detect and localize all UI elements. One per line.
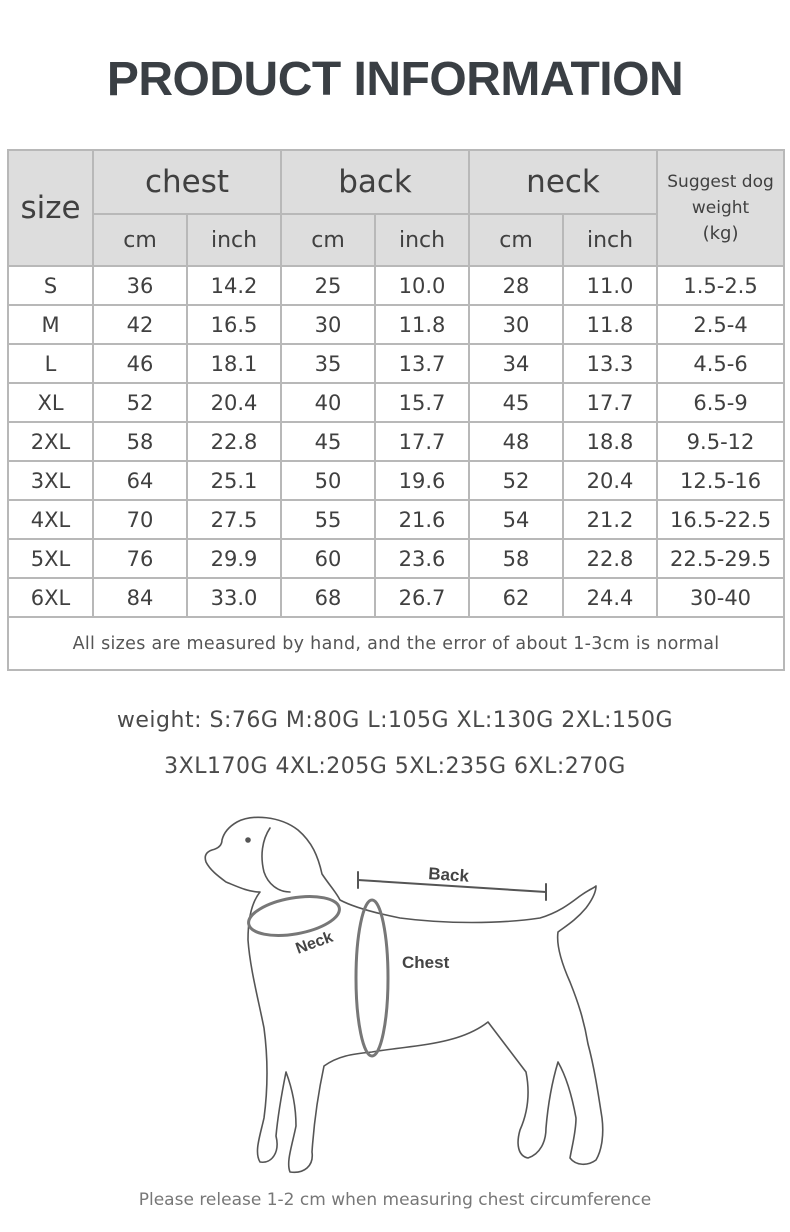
value-cell: 4.5-6 [657, 344, 784, 383]
neck-label: Neck [293, 928, 336, 958]
value-cell: 13.7 [375, 344, 469, 383]
value-cell: 84 [93, 578, 187, 617]
header-neck: neck [469, 150, 657, 214]
value-cell: 12.5-16 [657, 461, 784, 500]
value-cell: 45 [469, 383, 563, 422]
page-title: PRODUCT INFORMATION [106, 53, 684, 106]
value-cell: 18.8 [563, 422, 657, 461]
value-cell: 22.5-29.5 [657, 539, 784, 578]
size-chart-table [7, 149, 785, 671]
value-cell: 22.8 [563, 539, 657, 578]
table-row [8, 422, 784, 461]
value-cell: 20.4 [187, 383, 281, 422]
weight-line-2: 3XL170G 4XL:205G 5XL:235G 6XL:270G [164, 754, 626, 779]
chest-label: Chest [402, 953, 450, 972]
value-cell: 2.5-4 [657, 305, 784, 344]
value-cell: 25.1 [187, 461, 281, 500]
value-cell: 52 [469, 461, 563, 500]
header-chest: chest [93, 150, 281, 214]
value-cell: 1.5-2.5 [657, 266, 784, 305]
value-cell: 21.6 [375, 500, 469, 539]
suggest-line2: weight [691, 198, 750, 218]
value-cell: 10.0 [375, 266, 469, 305]
table-row [8, 383, 784, 422]
table-row [8, 344, 784, 383]
value-cell: 55 [281, 500, 375, 539]
value-cell: 58 [469, 539, 563, 578]
value-cell: 22.8 [187, 422, 281, 461]
table-row [8, 305, 784, 344]
value-cell: 25 [281, 266, 375, 305]
size-cell: 5XL [8, 539, 93, 578]
unit-inch: inch [187, 214, 281, 266]
size-cell: 3XL [8, 461, 93, 500]
value-cell: 76 [93, 539, 187, 578]
value-cell: 52 [93, 383, 187, 422]
value-cell: 50 [281, 461, 375, 500]
value-cell: 45 [281, 422, 375, 461]
dog-measurement-diagram [0, 800, 790, 1185]
value-cell: 70 [93, 500, 187, 539]
table-row [8, 461, 784, 500]
unit-cm: cm [469, 214, 563, 266]
back-label: Back [427, 864, 470, 886]
size-cell: XL [8, 383, 93, 422]
value-cell: 6.5-9 [657, 383, 784, 422]
value-cell: 11.8 [563, 305, 657, 344]
value-cell: 18.1 [187, 344, 281, 383]
header-back: back [281, 150, 469, 214]
table-row [8, 500, 784, 539]
value-cell: 15.7 [375, 383, 469, 422]
value-cell: 35 [281, 344, 375, 383]
value-cell: 24.4 [563, 578, 657, 617]
value-cell: 26.7 [375, 578, 469, 617]
size-cell: L [8, 344, 93, 383]
table-note: All sizes are measured by hand, and the error of about 1-3cm is normal [8, 617, 784, 670]
value-cell: 23.6 [375, 539, 469, 578]
value-cell: 60 [281, 539, 375, 578]
value-cell: 30-40 [657, 578, 784, 617]
footer-note: Please release 1-2 cm when measuring chest circumference [138, 1190, 652, 1210]
unit-inch: inch [375, 214, 469, 266]
value-cell: 46 [93, 344, 187, 383]
value-cell: 48 [469, 422, 563, 461]
size-cell: 4XL [8, 500, 93, 539]
size-cell: 6XL [8, 578, 93, 617]
table-row [8, 578, 784, 617]
chest-ring [356, 900, 388, 1056]
value-cell: 16.5-22.5 [657, 500, 784, 539]
value-cell: 62 [469, 578, 563, 617]
unit-cm: cm [281, 214, 375, 266]
value-cell: 21.2 [563, 500, 657, 539]
value-cell: 29.9 [187, 539, 281, 578]
value-cell: 30 [281, 305, 375, 344]
value-cell: 16.5 [187, 305, 281, 344]
dog-ear [262, 828, 290, 892]
table-body [8, 266, 784, 617]
table-row [8, 266, 784, 305]
value-cell: 40 [281, 383, 375, 422]
dog-outline [205, 817, 603, 1172]
weight-line-1: weight: S:76G M:80G L:105G XL:130G 2XL:150G [116, 708, 674, 733]
value-cell: 20.4 [563, 461, 657, 500]
size-cell: M [8, 305, 93, 344]
value-cell: 13.3 [563, 344, 657, 383]
value-cell: 30 [469, 305, 563, 344]
value-cell: 9.5-12 [657, 422, 784, 461]
unit-cm: cm [93, 214, 187, 266]
value-cell: 19.6 [375, 461, 469, 500]
size-cell: S [8, 266, 93, 305]
value-cell: 17.7 [375, 422, 469, 461]
value-cell: 28 [469, 266, 563, 305]
suggest-line3: (kg) [702, 223, 739, 244]
value-cell: 14.2 [187, 266, 281, 305]
header-size: size [8, 150, 93, 266]
size-cell: 2XL [8, 422, 93, 461]
value-cell: 54 [469, 500, 563, 539]
value-cell: 36 [93, 266, 187, 305]
value-cell: 42 [93, 305, 187, 344]
value-cell: 17.7 [563, 383, 657, 422]
value-cell: 68 [281, 578, 375, 617]
value-cell: 27.5 [187, 500, 281, 539]
suggest-line1: Suggest dog [667, 172, 774, 192]
value-cell: 58 [93, 422, 187, 461]
header-suggest-weight [657, 150, 784, 266]
value-cell: 11.0 [563, 266, 657, 305]
value-cell: 34 [469, 344, 563, 383]
value-cell: 11.8 [375, 305, 469, 344]
value-cell: 64 [93, 461, 187, 500]
value-cell: 33.0 [187, 578, 281, 617]
table-row [8, 539, 784, 578]
unit-inch: inch [563, 214, 657, 266]
